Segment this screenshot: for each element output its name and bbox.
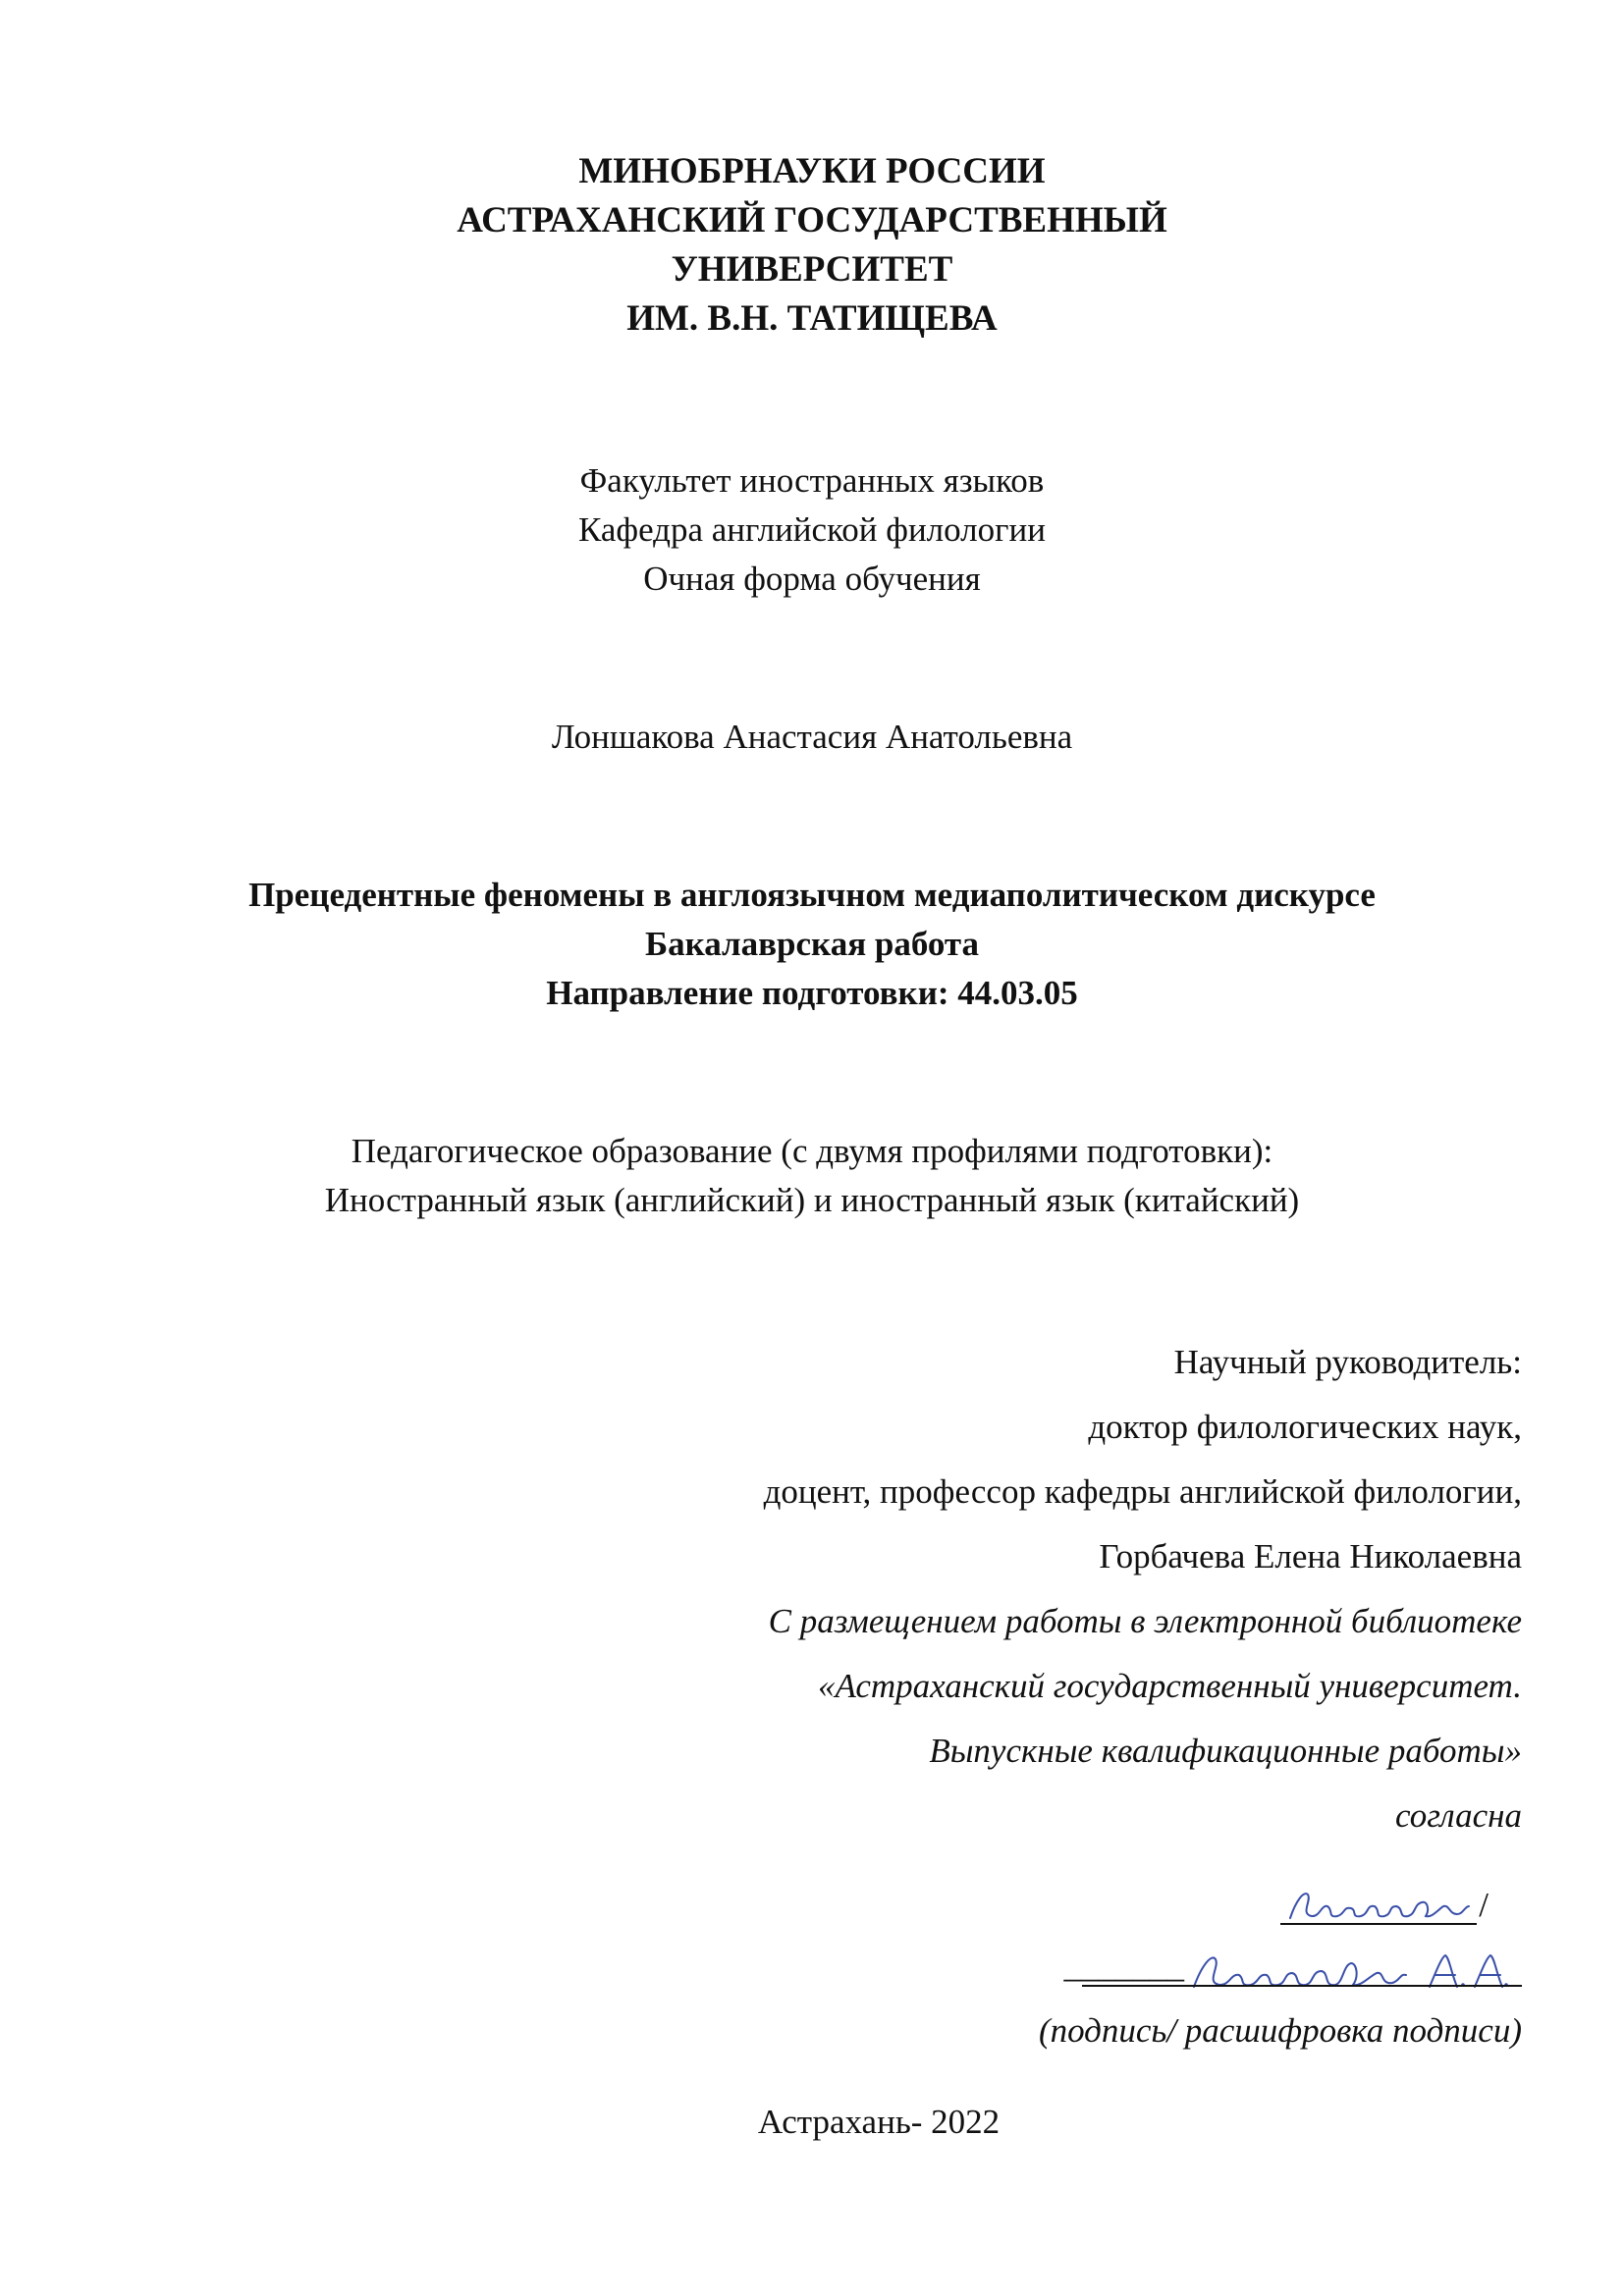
university-line-2: УНИВЕРСИТЕТ xyxy=(671,249,953,290)
signature-underline-2 xyxy=(1082,1985,1522,1987)
author-name: Лоншакова Анастасия Анатольевна xyxy=(551,718,1073,756)
signature-caption: (подпись/ расшифровка подписи) xyxy=(1038,2011,1522,2050)
handwritten-signature-2 xyxy=(1184,1944,1508,1999)
faculty-name: Факультет иностранных языков xyxy=(579,461,1045,500)
city-year: Астрахань- 2022 xyxy=(757,2103,1001,2141)
consent-line-1: С размещением работы в электронной библиотеке xyxy=(768,1602,1522,1640)
supervisor-label: Научный руководитель: xyxy=(1173,1343,1522,1381)
supervisor-position: доцент, профессор кафедры английской филологии, xyxy=(763,1472,1522,1511)
ministry-line: МИНОБРНАУКИ РОССИИ xyxy=(578,151,1046,191)
signature-underline-1 xyxy=(1280,1923,1477,1925)
consent-line-4: согласна xyxy=(1395,1796,1522,1835)
faculty-block xyxy=(0,456,1624,604)
program-block xyxy=(0,1127,1624,1225)
university-line-3: ИМ. В.Н. ТАТИЩЕВА xyxy=(626,298,998,339)
work-type: Бакалаврская работа xyxy=(644,925,980,963)
ministry-header xyxy=(0,147,1624,344)
program-line-2: Иностранный язык (английский) и иностранный язык (китайский) xyxy=(324,1181,1300,1219)
department-name: Кафедра английской филологии xyxy=(578,510,1046,549)
university-line-1: АСТРАХАНСКИЙ ГОСУДАРСТВЕННЫЙ xyxy=(457,200,1167,240)
supervisor-name: Горбачева Елена Николаевна xyxy=(1099,1537,1522,1575)
consent-line-2: «Астраханский государственный университет. xyxy=(817,1667,1522,1705)
signature-blank: _______ xyxy=(1063,1947,1184,1985)
signature-slash: / xyxy=(1479,1886,1489,1924)
program-line-1: Педагогическое образование (с двумя профилями подготовки): xyxy=(351,1132,1273,1170)
supervisor-degree: доктор филологических наук, xyxy=(1088,1408,1522,1446)
work-direction: Направление подготовки: 44.03.05 xyxy=(546,974,1078,1012)
supervisor-block xyxy=(442,1330,1522,1848)
study-form: Очная форма обучения xyxy=(643,560,981,598)
work-title-block xyxy=(0,871,1624,1018)
consent-line-3: Выпускные квалификационные работы» xyxy=(929,1732,1522,1770)
work-title: Прецедентные феномены в англоязычном медиаполитическом дискурсе xyxy=(248,876,1376,914)
